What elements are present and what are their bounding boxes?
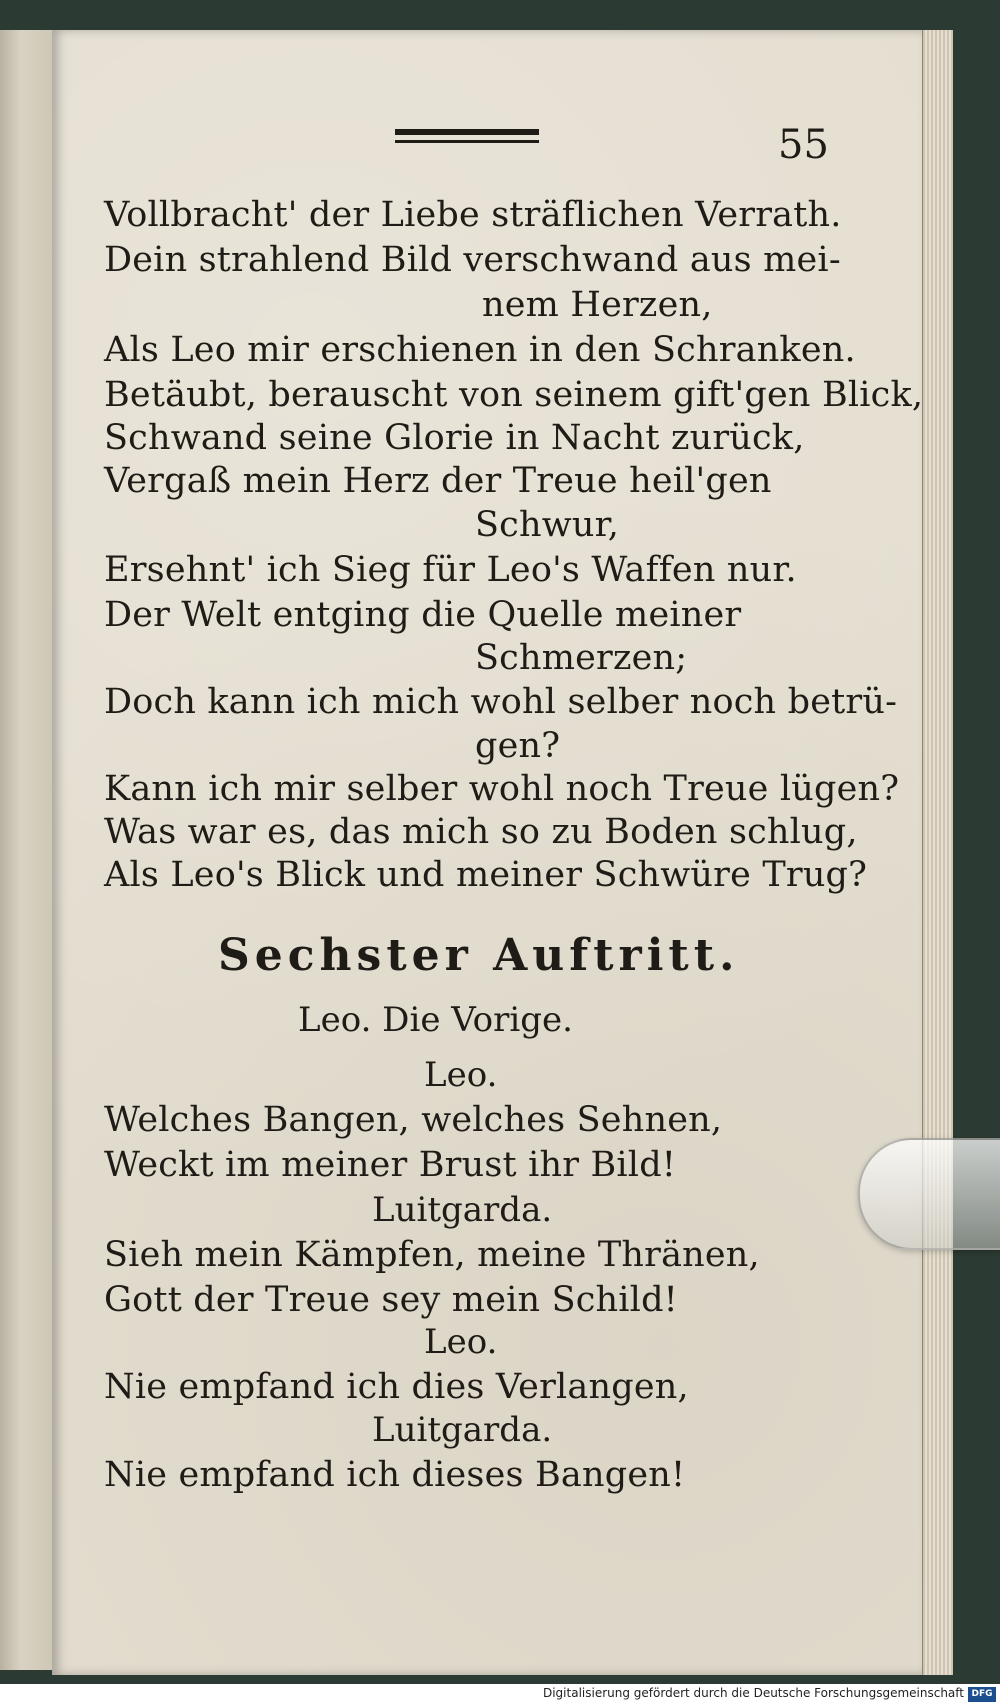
verse-line: Betäubt, berauscht von seinem gift'gen Blick, [104, 375, 924, 415]
page-number: 55 [778, 122, 829, 168]
verse-line: Dein strahlend Bild verschwand aus mei- [104, 240, 841, 280]
verse-line: Schwand seine Glorie in Nacht zurück, [104, 418, 805, 458]
header-rule-bottom [395, 140, 539, 143]
verse-line: Als Leo's Blick und meiner Schwüre Trug? [104, 855, 868, 895]
header-rule-top [395, 129, 539, 135]
page-clip [858, 1138, 1000, 1250]
dialogue-line: Nie empfand ich dieses Bangen! [104, 1455, 686, 1495]
verse-line: gen? [475, 726, 561, 766]
verse-line: Schmerzen; [475, 638, 688, 678]
verse-line: Vergaß mein Herz der Treue heil'gen [104, 461, 772, 501]
verse-line: Als Leo mir erschienen in den Schranken. [104, 330, 856, 370]
speaker-name: Luitgarda. [372, 1410, 553, 1450]
dfg-logo-icon: DFG [968, 1687, 996, 1702]
verse-line: Vollbracht' der Liebe sträflichen Verrath. [104, 195, 842, 235]
verse-line: Doch kann ich mich wohl selber noch betrü- [104, 682, 898, 722]
verse-line: Schwur, [475, 505, 620, 545]
footer-bar [0, 1684, 1000, 1707]
scene-heading: Sechster Auftritt. [218, 930, 740, 981]
speaker-name: Leo. [424, 1055, 498, 1095]
dialogue-line: Sieh mein Kämpfen, meine Thränen, [104, 1235, 760, 1275]
verse-line: nem Herzen, [482, 285, 713, 325]
footer-credit: Digitalisierung gefördert durch die Deutsche Forschungsgemeinschaft [542, 1686, 964, 1700]
scene-characters: Leo. Die Vorige. [298, 1000, 573, 1040]
verse-line: Der Welt entging die Quelle meiner [104, 595, 742, 635]
dialogue-line: Welches Bangen, welches Sehnen, [104, 1100, 723, 1140]
left-page-edge [0, 30, 55, 1670]
right-page-edge [922, 30, 953, 1675]
speaker-name: Luitgarda. [372, 1190, 553, 1230]
verse-line: Kann ich mir selber wohl noch Treue lügen? [104, 769, 900, 809]
dialogue-line: Nie empfand ich dies Verlangen, [104, 1367, 689, 1407]
verse-line: Ersehnt' ich Sieg für Leo's Waffen nur. [104, 550, 797, 590]
verse-line: Was war es, das mich so zu Boden schlug, [104, 812, 858, 852]
speaker-name: Leo. [424, 1322, 498, 1362]
dialogue-line: Weckt im meiner Brust ihr Bild! [104, 1145, 677, 1185]
dialogue-line: Gott der Treue sey mein Schild! [104, 1280, 678, 1320]
